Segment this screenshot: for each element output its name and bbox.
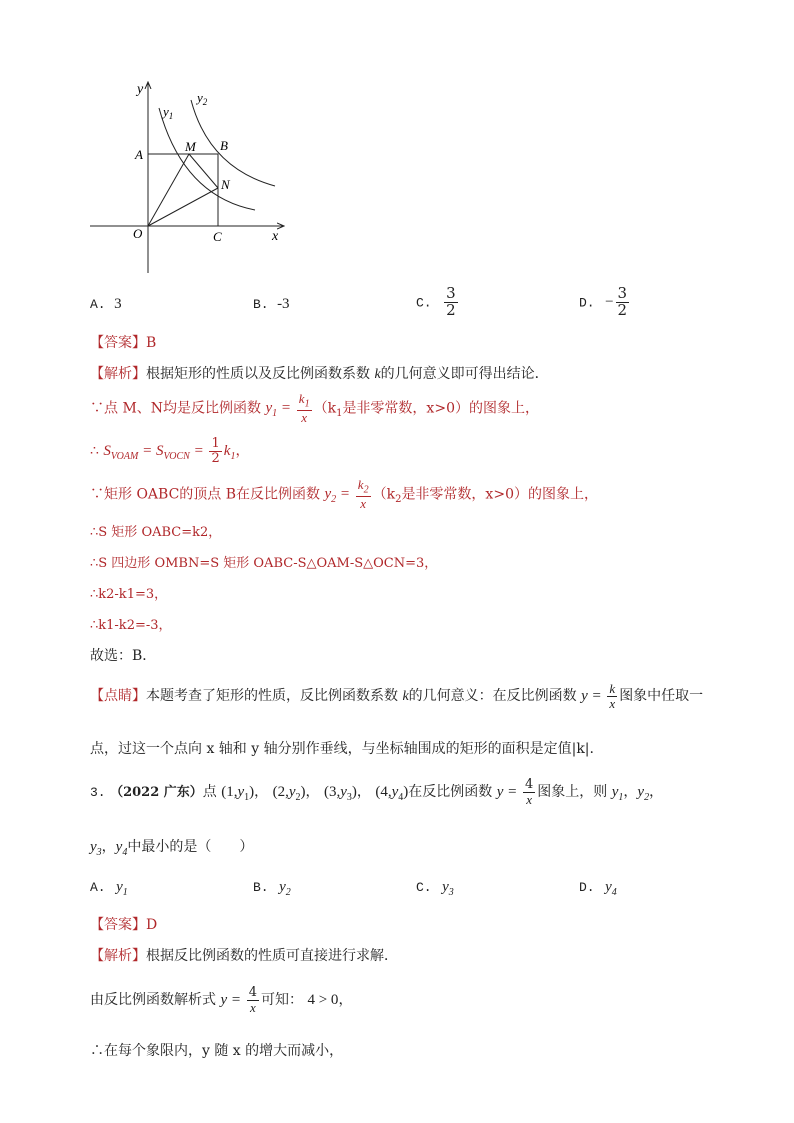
q2-answer: 【答案】B	[90, 335, 157, 351]
q3-line1: 由反比例函数解析式 y = $\frac{4}{x}$ 可知： 4 > 0，	[90, 985, 353, 1015]
q2-line1: ∵点 M、N均是反比例函数 $y_1$ = $\frac{k_1}{x}$ （$k_1$是非零常数，x>0）的图象上，	[90, 391, 539, 426]
q3-stem: 3. （2022 广东）点 $(1,y_1)$， $(2,y_2)$， $(3,y_3)$， $(4,y_4)$在反比例函数 y = $\frac{4}{x}$ 图象上，则 $y_1$，$y_2$，	[90, 777, 664, 807]
label-y2: $y_2$	[197, 90, 208, 107]
curve-y1	[159, 108, 255, 210]
q2-line7: ∴k1-k2=-3，	[90, 618, 172, 633]
rectangle-hyperbola-figure	[85, 78, 295, 278]
label-y-axis: y	[137, 82, 144, 97]
label-b: B	[220, 138, 228, 153]
q3-option-b[interactable]: B. $y_2$	[253, 879, 291, 898]
q2-comment-line2: 点，过这一个点向 x 轴和 y 轴分别作垂线，与坐标轴围成的矩形的面积是定值|k|.	[90, 741, 594, 757]
q2-analysis: 【解析】根据矩形的性质以及反比例函数系数 k的几何意义即可得出结论．	[90, 366, 549, 382]
fraction-three-halves: $\frac{3}{2}$	[446, 284, 456, 319]
q2-line5: ∴S 四边形 OMBN=S 矩形 OABC-S△OAM-S△OCN=3，	[90, 556, 438, 571]
q2-line4: ∴S 矩形 OABC=k2，	[90, 525, 222, 540]
q3-answer: 【答案】D	[90, 917, 158, 933]
q3-option-c[interactable]: C. $y_3$	[416, 879, 454, 898]
q3-option-d[interactable]: D. $y_4$	[579, 879, 617, 898]
label-n: N	[221, 177, 230, 192]
q2-line6: ∴k2-k1=3，	[90, 587, 168, 602]
label-m: M	[185, 139, 196, 154]
fraction-neg-three-halves: $\frac{3}{2}$	[617, 284, 628, 319]
q2-comment: 【点睛】本题考查了矩形的性质，反比例函数系数 k的几何意义：在反比例函数 y = $\frac{k}{x}$ 图象中任取一	[90, 681, 704, 711]
q2-option-c[interactable]: C. $\frac{3}{2}$	[416, 284, 456, 319]
q2-conclusion: 故选：B．	[90, 648, 157, 664]
curve-y2	[191, 100, 275, 186]
q2-option-b[interactable]: B. -3	[253, 296, 290, 312]
q3-stem-line2: $y_3$，$y_4$中最小的是（ ）	[90, 839, 254, 858]
q2-option-d[interactable]: D. − $\frac{3}{2}$	[579, 284, 628, 319]
q2-line3: ∵矩形 OABC的顶点 B在反比例函数 $y_2$ = $\frac{k_2}{x}$ （$k_2$是非零常数，x>0）的图象上，	[90, 477, 598, 512]
segment-mn	[189, 154, 218, 188]
label-x-axis: x	[272, 229, 279, 244]
label-o: O	[133, 226, 143, 241]
label-c: C	[213, 229, 222, 244]
q3-line2: ∴在每个象限内，y 随 x 的增大而减小，	[90, 1043, 344, 1059]
q3-option-a[interactable]: A. $y_1$	[90, 879, 128, 898]
q2-option-a[interactable]: A. 3	[90, 296, 122, 312]
label-y1: $y_1$	[163, 104, 174, 121]
q2-line2: ∴ $S_{VOAM} = S_{VOCN}$ = $\frac{1}{2}$ $k_1$，	[90, 436, 250, 466]
q3-analysis: 【解析】根据反比例函数的性质可直接进行求解．	[90, 948, 398, 964]
label-a: A	[135, 147, 143, 162]
